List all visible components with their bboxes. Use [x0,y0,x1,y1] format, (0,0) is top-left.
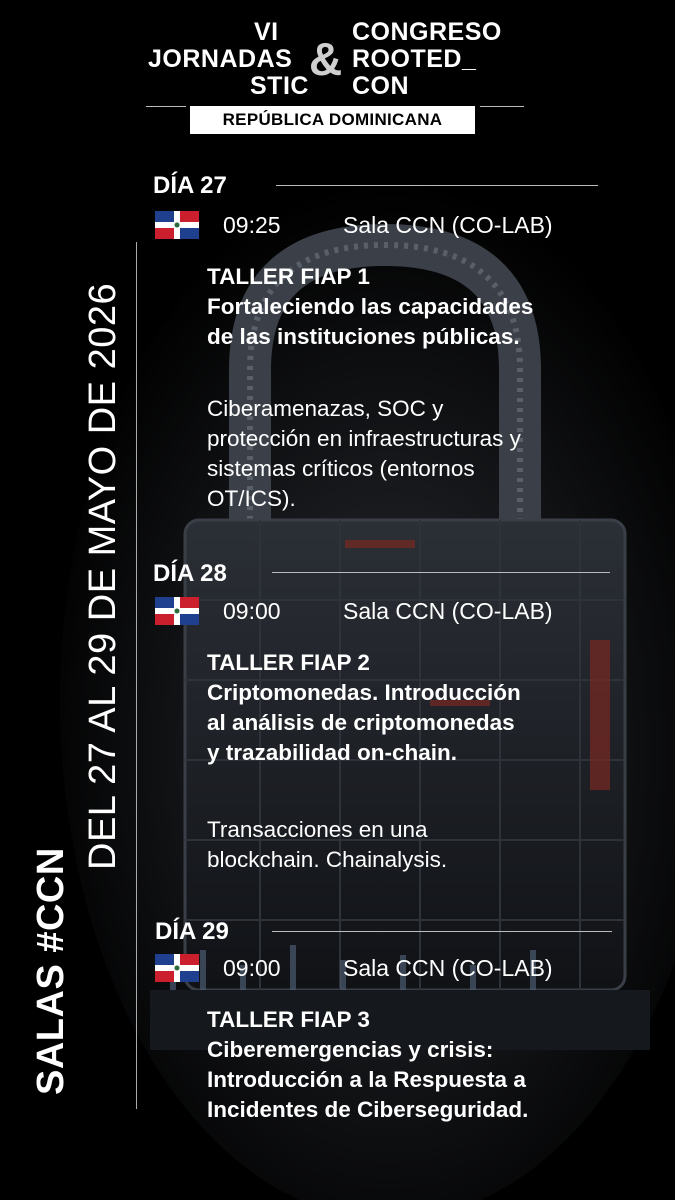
workshop-title [207,648,521,768]
day-rule [276,185,598,186]
description-line: OT/ICS). [207,486,296,511]
session-time: 09:00 [223,954,281,981]
event-dates: DEL 27 AL 29 DE MAYO DE 2026 [82,282,124,870]
workshop-title-line: y trazabilidad on-chain. [207,740,458,765]
session-row [155,597,553,625]
day-label: DÍA 27 [153,172,227,199]
workshop-title-line: Criptomonedas. Introducción [207,680,521,705]
session-row [155,954,553,982]
session-time: 09:00 [223,597,281,624]
workshop-name: TALLER FIAP 3 [207,1007,370,1032]
day-label: DÍA 28 [153,560,227,587]
session-row [155,211,553,239]
logo-jornadas: JORNADAS [148,45,293,73]
description-line: protección en infraestructuras y [207,426,521,451]
description-line: blockchain. Chainalysis. [207,847,448,872]
session-room: Sala CCN (CO-LAB) [343,597,553,624]
session-room: Sala CCN (CO-LAB) [343,211,553,238]
event-logo [0,0,675,140]
side-divider [136,242,137,1109]
workshop-title [207,262,533,352]
logo-vi: VI [254,18,279,46]
logo-rule-left [146,106,186,107]
day-rule [272,572,610,573]
workshop-title-line: Fortaleciendo las capacidades [207,294,534,319]
workshop-description [207,815,447,875]
description-line: Transacciones en una [207,817,428,842]
salas-hashtag: SALAS #CCN [30,847,72,1095]
workshop-name: TALLER FIAP 2 [207,650,370,675]
logo-ampersand: & [309,33,343,85]
workshop-title-line: Ciberemergencias y crisis: [207,1037,494,1062]
country-banner: REPÚBLICA DOMINICANA [190,106,475,134]
dominican-republic-flag-icon [155,211,199,239]
workshop-title-line: al análisis de criptomonedas [207,710,515,735]
logo-stic: STIC [250,72,309,100]
session-room: Sala CCN (CO-LAB) [343,954,553,981]
dominican-republic-flag-icon [155,597,199,625]
workshop-title-line: de las instituciones públicas. [207,324,520,349]
logo-rooted: ROOTED_ [352,45,477,73]
description-line: Ciberamenazas, SOC y [207,396,444,421]
workshop-name: TALLER FIAP 1 [207,264,370,289]
workshop-title [207,1005,528,1125]
logo-congreso: CONGRESO [352,18,502,46]
workshop-title-line: Introducción a la Respuesta a [207,1067,526,1092]
logo-con: CON [352,72,410,100]
dominican-republic-flag-icon [155,954,199,982]
day-rule [272,931,612,932]
workshop-title-line: Incidentes de Ciberseguridad. [207,1097,529,1122]
workshop-description [207,394,521,514]
day-label: DÍA 29 [155,918,229,945]
session-time: 09:25 [223,211,281,238]
logo-rule-right [480,106,524,107]
description-line: sistemas críticos (entornos [207,456,475,481]
